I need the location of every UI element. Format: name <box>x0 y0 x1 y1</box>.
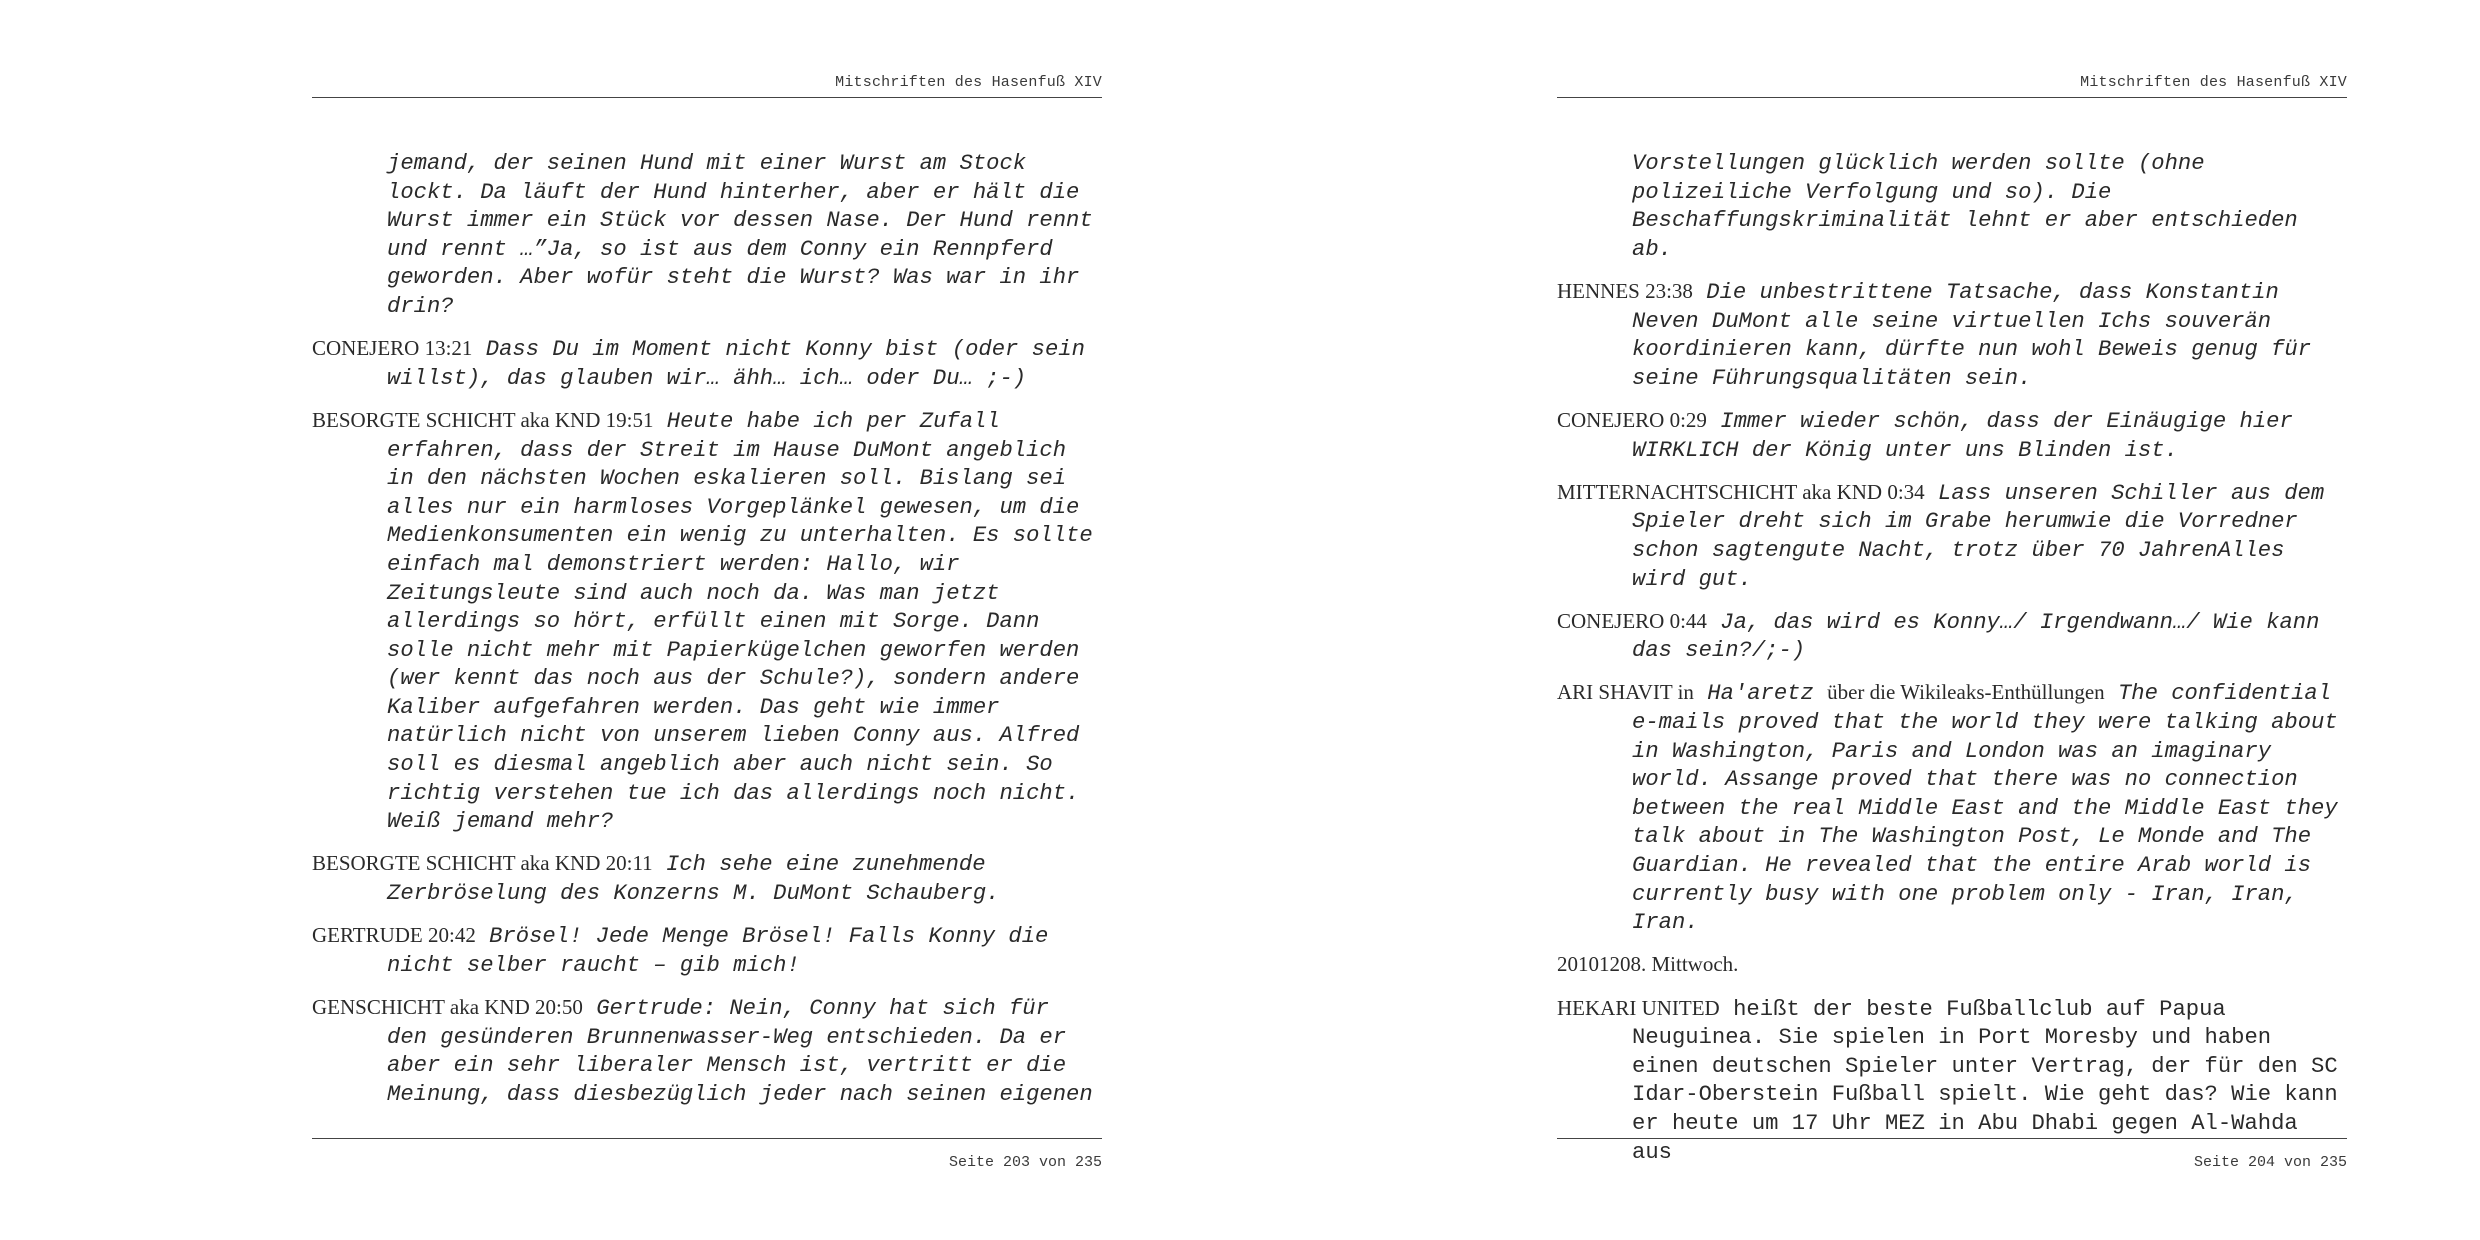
entry-continuation: Vorstellungen glücklich werden sollte (ohne polizeiliche Verfolgung und so). Die Beschaffungskriminalität lehnt er aber entschieden ab. <box>1632 151 2298 262</box>
entry-text: Brösel! Jede Menge Brösel! Falls Konny die nicht selber raucht – gib mich! <box>387 924 1049 978</box>
entry-text: Lass unseren Schiller aus dem Spieler dreht sich im Grabe herumwie die Vorredner schon sagtengute Nacht, trotz über 70 JahrenAlles wird gut. <box>1632 480 2325 592</box>
entry <box>312 993 1102 1109</box>
entry-text: heißt der beste Fußballclub auf Papua Neuguinea. Sie spielen in Port Moresby und haben einen deutschen Spieler unter Vertrag, der für den SC Idar-Oberstein Fußball spielt. Wie geht das? Wie kann er heute um 17 Uhr MEZ in Abu Dhabi gegen Al-Wahda aus <box>1632 996 2338 1165</box>
entry-label: CONEJERO 0:44 <box>1557 608 1707 633</box>
entry-text: Ja, das wird es Konny…/ Irgendwann…/ Wie kann das sein?/;-) <box>1632 609 2320 664</box>
entry <box>312 849 1102 908</box>
entry <box>312 921 1102 980</box>
entry <box>1557 678 2347 937</box>
page-body <box>1557 150 2347 1180</box>
entry-text: Dass Du im Moment nicht Konny bist (oder sein willst), das glauben wir… ähh… ich… oder Du… ;-) <box>387 337 1085 391</box>
entry-text: Heute habe ich per Zufall erfahren, dass der Streit im Hause DuMont angeblich in den nächsten Wochen eskalieren soll. Bislang sei alles nur ein harmloses Vorgeplänkel gewesen, um die Medienkonsumenten ein wenig zu unterhalten. Es sollte einfach mal demonstriert werden: Hallo, wir Zeitungsleute sind auch noch da. Was man jetzt allerdings so hört, erfüllt einen mit Sorge. Dann solle nicht mehr mit Papierkügelchen geworfen werden (wer kennt das noch aus der Schule?), sondern andere Kaliber aufgefahren werden. Das geht wie immer natürlich nicht von unserem lieben Conny aus. Alfred soll es diesmal angeblich aber auch nicht sein. So richtig verstehen tue ich das allerdings noch nicht. Weiß jemand mehr? <box>387 408 1093 835</box>
page-number: Seite 203 von 235 <box>948 1154 1102 1171</box>
left-page <box>312 0 1102 1240</box>
page-number: Seite 204 von 235 <box>2193 1154 2347 1171</box>
entry-text: Immer wieder schön, dass der Einäugige hier WIRKLICH der König unter uns Blinden ist. <box>1632 408 2293 463</box>
entry <box>1557 994 2347 1168</box>
running-header: Mitschriften des Hasenfuß XIV <box>1557 74 2347 98</box>
entry-intro: über die Wikileaks-Enthüllungen <box>1827 680 2105 705</box>
entry <box>1557 277 2347 393</box>
entry <box>312 406 1102 837</box>
entry-text: Die unbestrittene Tatsache, dass Konstantin Neven DuMont alle seine virtuellen Ichs souverän koordinieren kann, dürfte nun wohl Beweis genug für seine Führungsqualitäten sein. <box>1632 279 2312 391</box>
entry-label: BESORGTE SCHICHT aka KND 20:11 <box>312 851 653 876</box>
entry-label: HEKARI UNITED <box>1557 995 1720 1020</box>
running-header: Mitschriften des Hasenfuß XIV <box>312 74 1102 98</box>
entry-label: GERTRUDE 20:42 <box>312 923 476 948</box>
footer-rule <box>1557 1138 2347 1139</box>
entry-label: BESORGTE SCHICHT aka KND 19:51 <box>312 407 654 432</box>
footer-rule <box>312 1138 1102 1139</box>
page-body <box>312 150 1102 1122</box>
source-name: Ha'aretz <box>1707 681 1814 707</box>
entry-text: Ich sehe eine zunehmende Zerbröselung des Konzerns M. DuMont Schauberg. <box>387 852 1000 907</box>
entry-label: CONEJERO 0:29 <box>1557 407 1707 432</box>
entry <box>1557 406 2347 465</box>
entry <box>312 334 1102 393</box>
entry-text: Gertrude: Nein, Conny hat sich für den gesünderen Brunnenwasser-Weg entschieden. Da er aber ein sehr liberaler Mensch ist, vertritt er die Meinung, dass diesbezüglich jeder nach seinen eigenen <box>387 996 1093 1107</box>
entry <box>1557 607 2347 666</box>
entry-label: GENSCHICHT aka KND 20:50 <box>312 995 583 1019</box>
date-line: 20101208. Mittwoch. <box>1557 952 1739 977</box>
entry-text: The confidential e-mails proved that the world they were talking about in Washington, Paris and London was an imaginary world. Assange proved that there was no connection between the real Middle East and the Middle East they talk about in The Washington Post, Le Monde and The Guardian. He revealed that the entire Arab world is currently busy with one problem only - Iran, Iran, Iran. <box>1632 681 2338 936</box>
entry-label: MITTERNACHTSCHICHT aka KND 0:34 <box>1557 479 1925 504</box>
entry-continuation: jemand, der seinen Hund mit einer Wurst am Stock lockt. Da läuft der Hund hinterher, aber er hält die Wurst immer ein Stück vor dessen Nase. Der Hund rennt und rennt …”Ja, so ist aus dem Conny ein Rennpferd geworden. Aber wofür steht die Wurst? Was war in ihr drin? <box>387 151 1093 319</box>
right-page <box>1557 0 2347 1240</box>
entry-label: ARI SHAVIT in <box>1557 680 1694 705</box>
entry-label: HENNES 23:38 <box>1557 278 1693 303</box>
entry <box>1557 478 2347 594</box>
entry-label: CONEJERO 13:21 <box>312 336 473 361</box>
